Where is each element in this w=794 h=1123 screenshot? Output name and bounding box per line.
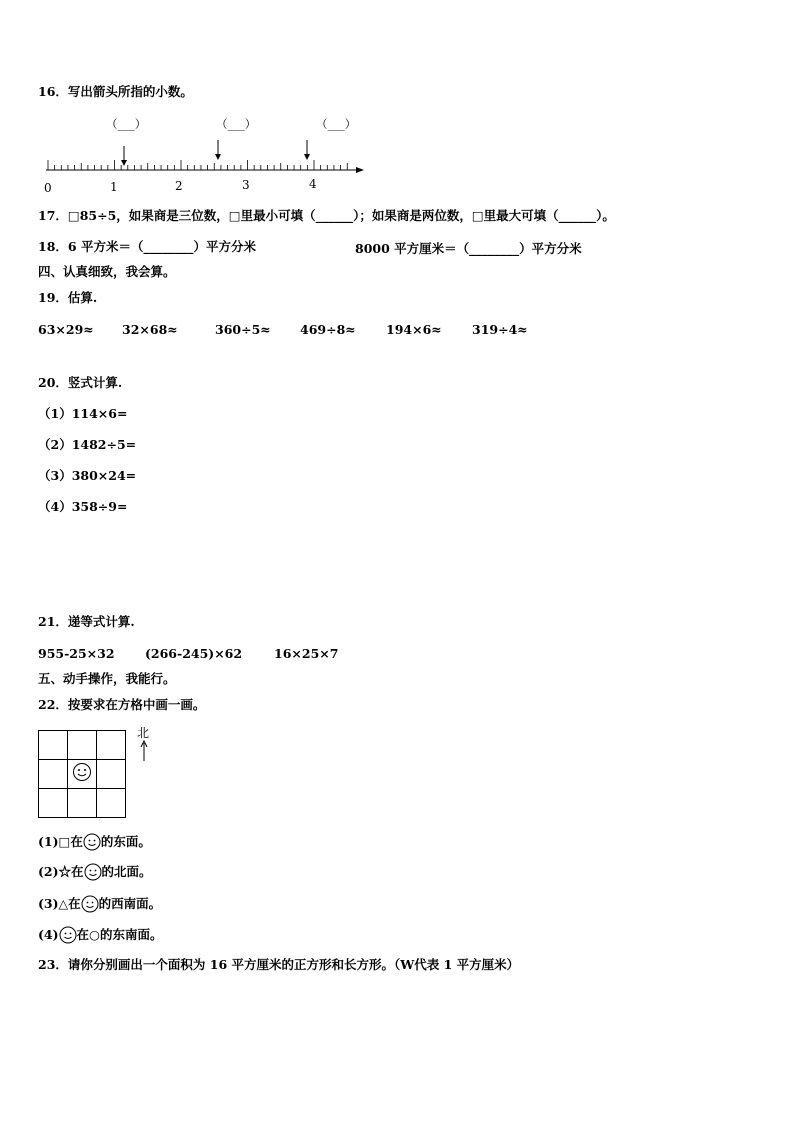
q19-item-5: 194×6≈ [386, 322, 442, 337]
grid-cell [97, 760, 126, 789]
tick-label-1: 1 [110, 180, 118, 194]
pointer-arrow-2 [215, 140, 221, 160]
q22-item-3 [38, 895, 161, 913]
smiley-face-icon [72, 762, 92, 782]
tick-label-4: 4 [309, 177, 317, 191]
grid-cell-center [68, 760, 97, 789]
number-line [38, 140, 368, 196]
smiley-face-icon [83, 833, 101, 851]
pointer-arrow-1 [121, 146, 127, 166]
smiley-face-icon [81, 895, 99, 913]
north-arrow-icon [138, 739, 150, 761]
north-label: 北 [137, 726, 150, 740]
q22-item-4 [38, 926, 162, 944]
q21-item-1: 955-25×32 [38, 646, 115, 661]
q19-item-1: 63×29≈ [38, 322, 94, 337]
pointer-arrow-3 [304, 140, 310, 160]
section5-title: 五、动手操作，我能行。 [38, 671, 176, 686]
q19-item-3: 360÷5≈ [215, 322, 271, 337]
q20-item-3: （3）380×24= [38, 468, 137, 483]
q22-item-2-post: 的北面。 [101, 863, 152, 879]
q22-item-2-pre: (2)☆在 [38, 863, 84, 879]
tick-label-0: 0 [44, 181, 52, 195]
q16-blank-3[interactable]: （___） [316, 117, 357, 131]
q22-title: 22．按要求在方格中画一画。 [38, 697, 206, 712]
grid-cell [39, 731, 68, 760]
q20-item-1: （1）114×6= [38, 406, 128, 421]
q16-blank-2[interactable]: （___） [216, 117, 257, 131]
q19-item-2: 32×68≈ [122, 322, 178, 337]
q18-part1: 18．6 平方米＝（________）平方分米 [38, 239, 256, 254]
q17-text: 17．□85÷5，如果商是三位数，□里最小可填（______）；如果商是两位数，□里最大可填（______）。 [38, 208, 615, 223]
tick-label-3: 3 [242, 178, 250, 192]
q18-part2: 8000 平方厘米＝（________）平方分米 [355, 241, 582, 256]
grid-cell [39, 789, 68, 818]
q23-text: 23．请你分别画出一个面积为 16 平方厘米的正方形和长方形。（W代表 1 平方厘米） [38, 957, 520, 972]
tick-label-2: 2 [175, 179, 183, 193]
grid-cell [39, 760, 68, 789]
q22-item-1-pre: (1)□在 [38, 833, 83, 849]
q22-item-3-pre: (3)△在 [38, 895, 81, 911]
grid-cell [97, 731, 126, 760]
q22-item-1 [38, 833, 151, 851]
q19-item-4: 469÷8≈ [300, 322, 356, 337]
q22-item-4-pre: (4) [38, 926, 59, 942]
q16-blank-1[interactable]: （___） [106, 117, 147, 131]
grid-cell [97, 789, 126, 818]
q21-item-2: (266-245)×62 [145, 646, 243, 661]
q22-item-1-post: 的东面。 [100, 833, 151, 849]
smiley-face-icon [59, 926, 77, 944]
q20-item-2: （2）1482÷5= [38, 437, 137, 452]
number-line-ticks [48, 160, 347, 170]
q22-item-3-post: 的西南面。 [98, 895, 162, 911]
q19-item-6: 319÷4≈ [472, 322, 528, 337]
section4-title: 四、认真细致，我会算。 [38, 264, 176, 279]
q21-item-3: 16×25×7 [274, 646, 339, 661]
number-line-arrowhead [356, 167, 364, 173]
smiley-face-icon [84, 863, 102, 881]
q22-item-4-post: 在○的东南面。 [76, 926, 163, 942]
grid-cell [68, 789, 97, 818]
q20-title: 20．竖式计算. [38, 375, 123, 390]
q20-item-4: （4）358÷9= [38, 499, 128, 514]
q21-title: 21．递等式计算. [38, 614, 135, 629]
q16-title: 16．写出箭头所指的小数。 [38, 84, 193, 99]
q22-item-2 [38, 863, 152, 881]
drawing-grid[interactable] [38, 730, 126, 818]
q19-title: 19．估算. [38, 290, 98, 305]
grid-cell [68, 731, 97, 760]
